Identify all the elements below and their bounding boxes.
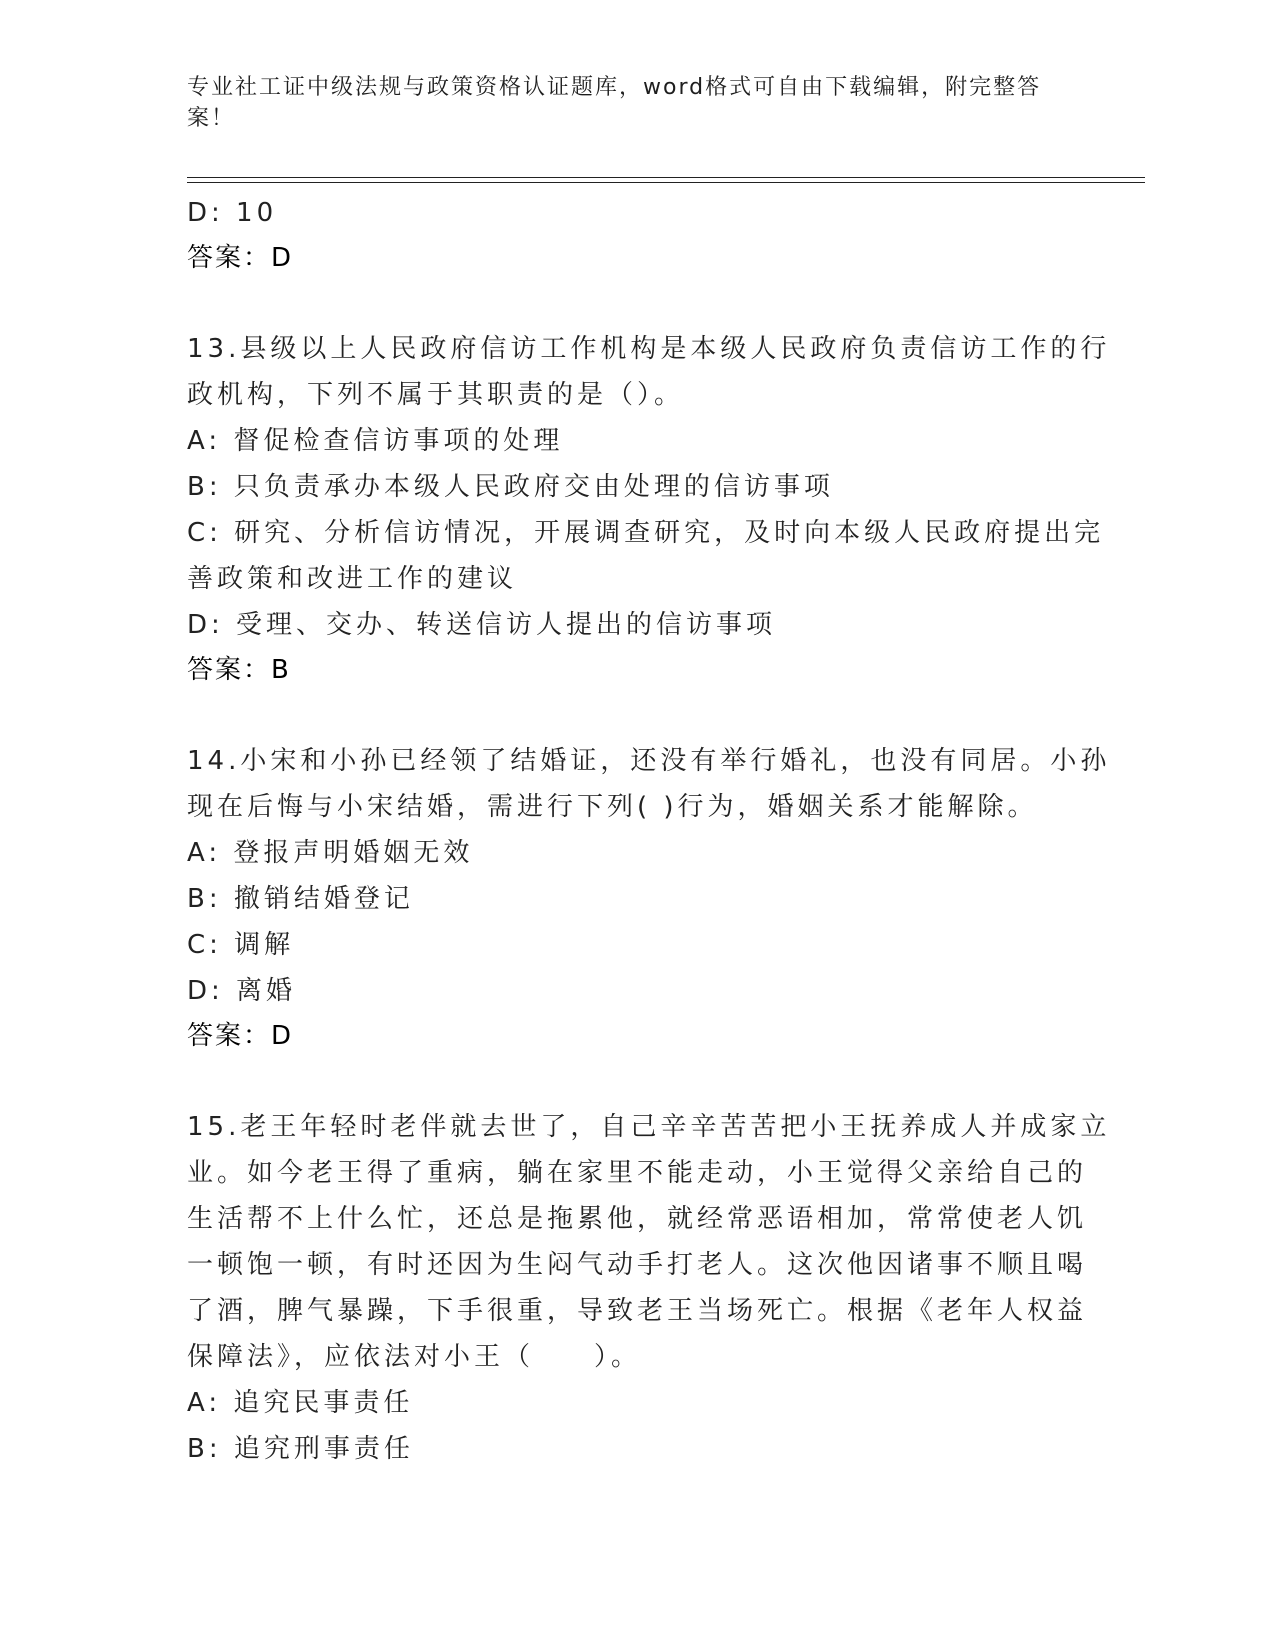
q13-option-c-line-2: 善政策和改进工作的建议 <box>187 564 518 594</box>
q13-option-c-line-1: C: 研究、分析信访情况，开展调查研究，及时向本级人民政府提出完 <box>187 518 1105 548</box>
header-line-1: 专业社工证中级法规与政策资格认证题库，word格式可自由下载编辑，附完整答 <box>187 75 1042 100</box>
q12-option-d: D: 10 <box>187 198 278 228</box>
header-line-2: 案！ <box>187 106 236 131</box>
spacer <box>187 280 1067 326</box>
q15-stem-line-6: 保障法》，应依法对小王（ ）。 <box>187 1342 642 1372</box>
q15-stem-line-3: 生活帮不上什么忙，还总是拖累他，就经常恶语相加，常常使老人饥 <box>187 1204 1088 1234</box>
question-15 <box>187 1104 1111 1472</box>
question-14 <box>187 738 1111 1058</box>
q15-option-a: A: 追究民事责任 <box>187 1388 414 1418</box>
spacer <box>187 692 1067 738</box>
q14-answer: 答案：D <box>187 1021 294 1051</box>
q15-option-b: B: 追究刑事责任 <box>187 1434 414 1464</box>
header-divider-bottom <box>187 182 1145 183</box>
q15-stem-line-4: 一顿饱一顿，有时还因为生闷气动手打老人。这次他因诸事不顺且喝 <box>187 1250 1088 1280</box>
question-12 <box>187 190 1067 280</box>
q13-answer: 答案：B <box>187 655 291 685</box>
q13-option-d: D: 受理、交办、转送信访人提出的信访事项 <box>187 610 777 640</box>
q13-option-a: A: 督促检查信访事项的处理 <box>187 426 564 456</box>
question-13 <box>187 326 1111 692</box>
q14-stem-line-1: 14.小宋和小孙已经领了结婚证，还没有举行婚礼，也没有同居。小孙 <box>187 746 1111 776</box>
spacer <box>187 1058 1067 1104</box>
q14-option-b: B: 撤销结婚登记 <box>187 884 414 914</box>
document-body <box>187 190 1111 1472</box>
q13-option-b: B: 只负责承办本级人民政府交由处理的信访事项 <box>187 472 834 502</box>
q15-stem-line-2: 业。如今老王得了重病，躺在家里不能走动，小王觉得父亲给自己的 <box>187 1158 1088 1188</box>
q14-option-d: D: 离婚 <box>187 976 297 1006</box>
q12-answer: 答案：D <box>187 243 294 273</box>
q14-option-a: A: 登报声明婚姻无效 <box>187 838 474 868</box>
header-divider-top <box>187 177 1145 178</box>
q13-stem-line-1: 13.县级以上人民政府信访工作机构是本级人民政府负责信访工作的行 <box>187 334 1111 364</box>
q15-stem-line-5: 了酒，脾气暴躁，下手很重，导致老王当场死亡。根据《老年人权益 <box>187 1296 1088 1326</box>
q14-stem-line-2: 现在后悔与小宋结婚，需进行下列( )行为，婚姻关系才能解除。 <box>187 792 1038 822</box>
q15-stem-line-1: 15.老王年轻时老伴就去世了，自己辛辛苦苦把小王抚养成人并成家立 <box>187 1112 1111 1142</box>
q13-stem-line-2: 政机构，下列不属于其职责的是（）。 <box>187 380 685 410</box>
q14-option-c: C: 调解 <box>187 930 295 960</box>
document-header <box>187 72 1067 134</box>
